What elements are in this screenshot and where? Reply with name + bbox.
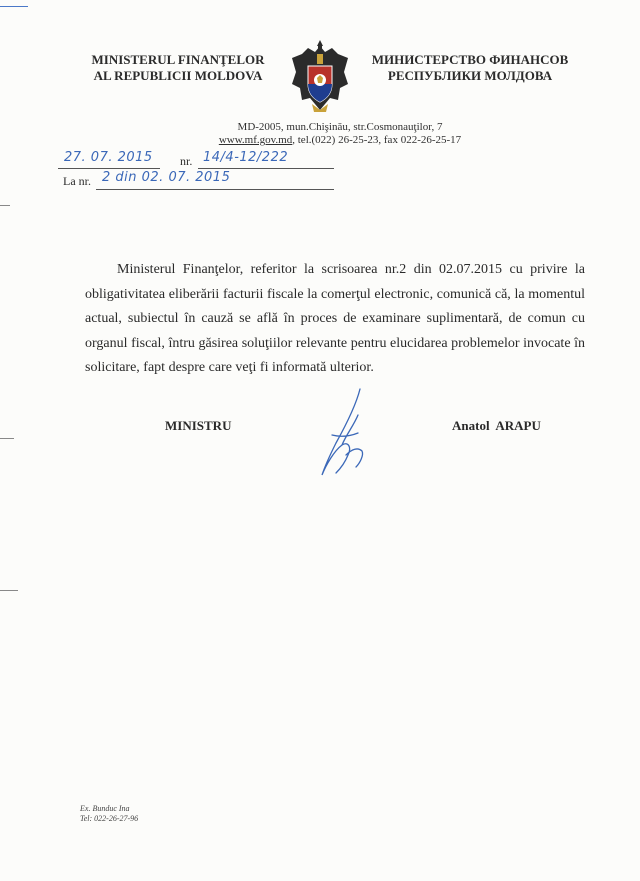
punch-mark xyxy=(0,205,10,206)
phone-fax: , tel.(022) 26-25-23, fax 022-26-25-17 xyxy=(292,134,462,146)
date-underline xyxy=(58,168,160,169)
incoming-reference: 2 din 02. 07. 2015 xyxy=(102,170,231,185)
punch-mark xyxy=(0,438,14,439)
nr-label: nr. xyxy=(180,154,193,168)
reference-underline xyxy=(96,189,334,190)
ministry-name-ru-line2: РЕСПУБЛИКИ МОЛДОВА xyxy=(387,68,553,83)
outgoing-number: 14/4-12/222 xyxy=(203,150,289,165)
la-nr-label: La nr. xyxy=(63,174,91,188)
signatory-name: Anatol ARAPU xyxy=(452,418,541,433)
address-line: MD-2005, mun.Chişinău, str.Cosmonauţilor, 7 xyxy=(237,121,443,133)
coat-of-arms-emblem xyxy=(288,38,352,118)
ministry-name-russian xyxy=(360,52,580,84)
punch-mark xyxy=(0,590,18,591)
number-underline xyxy=(198,168,334,169)
signatory-role: MINISTRU xyxy=(165,418,232,433)
contact-line xyxy=(150,134,530,146)
executor-name: Ex. Bunduc Ina xyxy=(80,804,130,813)
corner-mark xyxy=(0,0,28,7)
website-link[interactable]: www.mf.gov.md xyxy=(218,134,293,146)
handwritten-signature xyxy=(312,385,372,480)
ministry-name-romanian xyxy=(78,52,278,84)
outgoing-date: 27. 07. 2015 xyxy=(64,150,153,165)
executor-phone: Tel: 022-26-27-96 xyxy=(80,814,139,823)
ministry-name-ru-line1: МИНИСТЕРСТВО ФИНАНСОВ xyxy=(371,52,569,67)
ministry-name-ro-line1: MINISTERUL FINANŢELOR xyxy=(91,52,265,67)
ministry-name-ro-line2: AL REPUBLICII MOLDOVA xyxy=(93,68,263,83)
letter-body: Ministerul Finanţelor, referitor la scrisoarea nr.2 din 02.07.2015 cu privire la obligativitatea eliberării facturii fiscale la comerţul electronic, comunică că, la momentul actual, subiectul în cauză se află în proces de examinare suplimentară, de comun cu organul fiscal, întru găsirea soluţiilor relevante pentru elucidarea problemelor invocate în solicitare, fapt despre care veţi fi informată ulterior. xyxy=(85,262,585,375)
